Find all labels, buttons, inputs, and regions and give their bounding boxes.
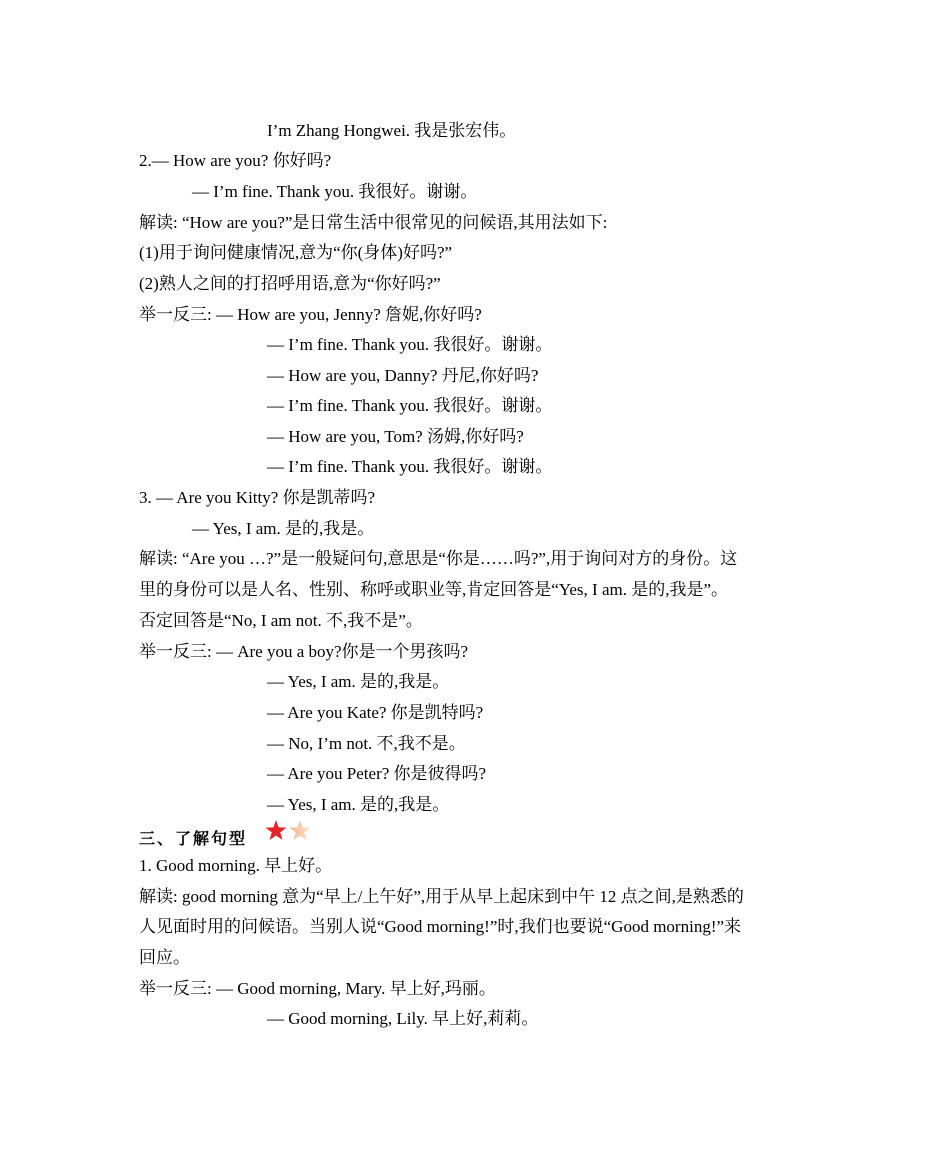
example-line: — No, I’m not. 不,我不是。 (267, 734, 466, 753)
explanation-line: 人见面时用的问候语。当别人说“Good morning!”时,我们也要说“Good morning!”来 (139, 917, 742, 936)
explanation-line: 解读: good morning 意为“早上/上午好”,用于从早上起床到中午 12 点之间,是熟悉的 (139, 887, 744, 906)
example-line: — I’m fine. Thank you. 我很好。谢谢。 (267, 457, 553, 476)
example-line: — Are you Peter? 你是彼得吗? (267, 764, 487, 783)
answer-line: — I’m fine. Thank you. 我很好。谢谢。 (192, 182, 478, 201)
explanation-line: 否定回答是“No, I am not. 不,我不是”。 (139, 611, 423, 630)
star-full-icon (266, 820, 287, 840)
explanation-line: 解读: “Are you …?”是一般疑问句,意思是“你是……吗?”,用于询问对方的身份。这 (139, 549, 738, 568)
rating-stars (265, 819, 315, 855)
example-line: — Yes, I am. 是的,我是。 (267, 795, 450, 814)
example-line: — Yes, I am. 是的,我是。 (267, 672, 450, 691)
example-line: — Are you Kate? 你是凯特吗? (267, 703, 484, 722)
example-line: 举一反三: — Good morning, Mary. 早上好,玛丽。 (139, 979, 496, 998)
section-heading-text: 三、了解句型 (139, 828, 248, 848)
explanation-line: 里的身份可以是人名、性别、称呼或职业等,肯定回答是“Yes, I am. 是的,我是”。 (139, 580, 729, 599)
star-half-icon (290, 820, 311, 840)
section-heading (139, 822, 315, 852)
usage-item-1: (1)用于询问健康情况,意为“你(身体)好吗?” (139, 243, 453, 262)
question-2: 2.— How are you? 你好吗? (139, 151, 332, 170)
sentence-1: 1. Good morning. 早上好。 (139, 856, 333, 875)
example-line: 举一反三: — Are you a boy?你是一个男孩吗? (139, 642, 469, 661)
example-line: — How are you, Danny? 丹尼,你好吗? (267, 366, 539, 385)
star-icon (265, 819, 315, 845)
example-line: — How are you, Tom? 汤姆,你好吗? (267, 427, 524, 446)
question-3: 3. — Are you Kitty? 你是凯蒂吗? (139, 488, 376, 507)
example-line: — I’m fine. Thank you. 我很好。谢谢。 (267, 335, 553, 354)
explanation-line: 回应。 (139, 948, 190, 967)
example-line: — I’m fine. Thank you. 我很好。谢谢。 (267, 396, 553, 415)
answer-line: — Yes, I am. 是的,我是。 (192, 519, 375, 538)
usage-item-2: (2)熟人之间的打招呼用语,意为“你好吗?” (139, 274, 441, 293)
example-line: 举一反三: — How are you, Jenny? 詹妮,你好吗? (139, 305, 482, 324)
explanation-line: 解读: “How are you?”是日常生活中很常见的问候语,其用法如下: (139, 213, 608, 232)
text-line: I’m Zhang Hongwei. 我是张宏伟。 (267, 121, 517, 140)
example-line: — Good morning, Lily. 早上好,莉莉。 (267, 1009, 539, 1028)
